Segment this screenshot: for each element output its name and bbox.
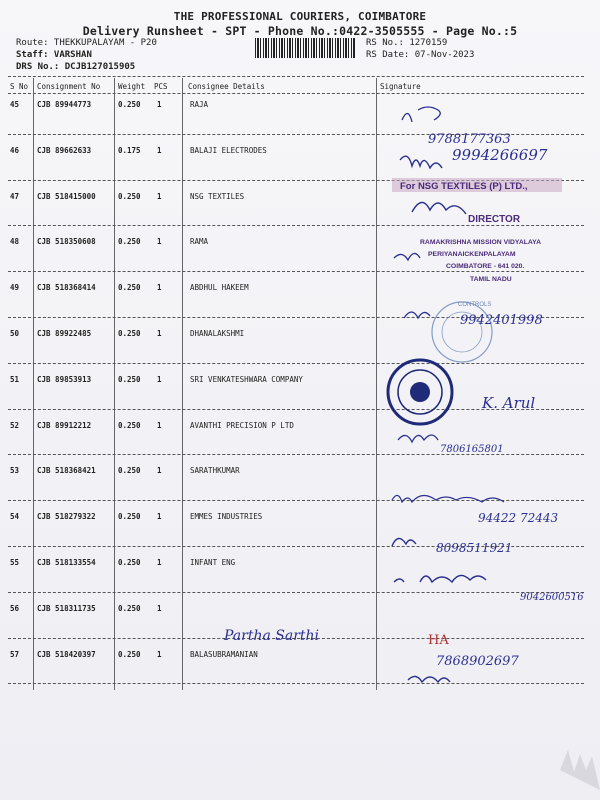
row-weight: 0.250 (118, 374, 141, 384)
handwriting-row-52 (398, 435, 504, 455)
runsheet-subtitle: Delivery Runsheet - SPT - Phone No.:0422-3505555 - Page No.:5 (82, 24, 518, 38)
handwriting-row-45 (402, 107, 511, 147)
row-sno: 55 (10, 558, 20, 567)
row-sno: 56 (10, 603, 20, 613)
row-consignee: AVANTHI PRECISION P LTD (190, 420, 294, 430)
rs-number: RS No.: 1270159 (366, 38, 448, 48)
row-weight: 0.250 (118, 558, 141, 567)
row-pcs: 1 (157, 649, 162, 659)
handwriting-row-53 (392, 495, 559, 525)
row-consignee: EMMES INDUSTRIES (190, 512, 263, 522)
row-weight: 0.250 (118, 329, 141, 338)
rk-mission-stamp (394, 239, 541, 283)
row-pcs: 1 (157, 512, 162, 522)
row-sno: 51 (10, 374, 20, 384)
handwriting-row-56 (223, 628, 319, 644)
row-sno: 57 (10, 649, 20, 659)
svg-text:CONTROLS: CONTROLS (458, 302, 492, 308)
row-sno: 53 (10, 466, 20, 476)
row-consignment-no: CJB 89853913 (37, 374, 92, 384)
row-weight: 0.175 (118, 145, 141, 155)
row-sno: 52 (10, 420, 20, 430)
col-header-sno: S No (10, 82, 29, 91)
row-weight: 0.250 (118, 191, 141, 201)
row-consignment-no: CJB 518368421 (37, 466, 96, 476)
row-pcs: 1 (157, 558, 162, 567)
row-consignee: SARATHKUMAR (190, 466, 240, 476)
row-sno: 46 (10, 145, 20, 155)
row-pcs: 1 (157, 191, 162, 201)
col-header-weight: Weight (118, 82, 146, 91)
row-sno: 45 (10, 100, 20, 109)
nsg-stamp (392, 178, 562, 225)
row-weight: 0.250 (118, 603, 141, 613)
row-weight: 0.250 (118, 466, 141, 476)
row-consignment-no: CJB 89944773 (37, 100, 92, 109)
row-consignment-no: CJB 518311735 (37, 603, 96, 613)
staff-label: Staff: VARSHAN (16, 50, 92, 60)
row-consignment-no: CJB 518368414 (37, 283, 96, 293)
handwriting-row-51 (481, 394, 535, 412)
row-consignment-no: CJB 518420397 (37, 649, 96, 659)
torn-edge (560, 750, 600, 790)
row-consignee: BALAJI ELECTRODES (190, 145, 267, 155)
handwriting-row-46 (400, 146, 548, 168)
svg-text:COIMBATORE - 641 020.: COIMBATORE - 641 020. (446, 263, 525, 270)
svg-text:94422 72443: 94422 72443 (478, 511, 559, 525)
col-header-pcs: PCS (154, 82, 168, 91)
row-pcs: 1 (157, 603, 162, 613)
row-consignment-no: CJB 518415000 (37, 191, 96, 201)
svg-text:PERIYANAICKENPALAYAM: PERIYANAICKENPALAYAM (428, 251, 516, 258)
row-consignment-no: CJB 89662633 (37, 145, 92, 155)
row-weight: 0.250 (118, 649, 141, 659)
handwriting-row-49 (404, 312, 543, 328)
row-pcs: 1 (157, 283, 162, 293)
svg-text:9994266697: 9994266697 (452, 146, 548, 164)
row-sno: 54 (10, 512, 20, 522)
row-consignee: BALASUBRAMANIAN (190, 649, 258, 659)
row-consignment-no: CJB 518350608 (37, 237, 96, 247)
round-seal-company (388, 360, 452, 424)
drs-number: DRS No.: DCJB127015905 (16, 62, 136, 72)
col-header-consignment: Consignment No (37, 82, 101, 91)
col-header-consignee: Consignee Details (188, 82, 265, 91)
row-consignee: DHANALAKSHMI (190, 329, 245, 338)
row-consignee: RAJA (190, 100, 209, 109)
rs-date: RS Date: 07-Nov-2023 (366, 50, 475, 60)
svg-text:RAMAKRISHNA MISSION VIDYALAYA: RAMAKRISHNA MISSION VIDYALAYA (420, 239, 541, 246)
row-consignee: RAMA (190, 237, 209, 247)
row-pcs: 1 (157, 329, 162, 338)
row-pcs: 1 (157, 374, 162, 384)
row-weight: 0.250 (118, 512, 141, 522)
svg-text:Partha Sarthi: Partha Sarthi (224, 628, 320, 644)
row-consignee: NSG TEXTILES (190, 191, 245, 201)
row-consignment-no: CJB 518133554 (37, 558, 96, 567)
svg-text:8098511921: 8098511921 (436, 541, 513, 555)
svg-text:K. Arul: K. Arul (482, 394, 536, 412)
row-weight: 0.250 (118, 237, 141, 247)
row-consignment-no: CJB 89922485 (37, 329, 92, 338)
svg-text:9042600516: 9042600516 (520, 592, 584, 603)
handwriting-row-55 (394, 575, 584, 603)
row-pcs: 1 (157, 145, 162, 155)
svg-text:9788177363: 9788177363 (428, 132, 511, 147)
handwriting-row-54 (392, 538, 512, 555)
row-pcs: 1 (157, 100, 162, 109)
row-pcs: 1 (157, 420, 162, 430)
row-sno: 50 (10, 329, 20, 338)
company-title: THE PROFESSIONAL COURIERS, COIMBATORE (173, 10, 427, 23)
row-weight: 0.250 (118, 100, 141, 109)
svg-text:TAMIL NADU: TAMIL NADU (470, 276, 512, 283)
svg-text:DIRECTOR: DIRECTOR (468, 214, 521, 225)
row-weight: 0.250 (118, 420, 141, 430)
col-header-signature: Signature (380, 82, 421, 91)
route-label: Route: THEKKUPALAYAM - P20 (16, 38, 157, 48)
row-pcs: 1 (157, 466, 162, 476)
row-consignment-no: CJB 89912212 (37, 420, 92, 430)
svg-text:7806165801: 7806165801 (440, 444, 504, 455)
row-weight: 0.250 (118, 283, 141, 293)
row-consignee: INFANT ENG (190, 558, 236, 567)
row-sno: 48 (10, 237, 20, 247)
svg-text:HA: HA (428, 633, 449, 648)
handwriting-row-57 (408, 633, 519, 682)
row-consignee: ABDHUL HAKEEM (190, 283, 249, 293)
row-sno: 47 (10, 191, 20, 201)
svg-text:9942401998: 9942401998 (460, 313, 543, 328)
svg-text:For NSG TEXTILES (P) LTD.,: For NSG TEXTILES (P) LTD., (400, 181, 528, 192)
row-consignment-no: CJB 518279322 (37, 512, 96, 522)
row-sno: 49 (10, 283, 20, 293)
round-seal-controls (432, 302, 492, 362)
row-pcs: 1 (157, 237, 162, 247)
row-consignee: SRI VENKATESHWARA COMPANY (190, 374, 303, 384)
svg-text:7868902697: 7868902697 (436, 654, 519, 669)
